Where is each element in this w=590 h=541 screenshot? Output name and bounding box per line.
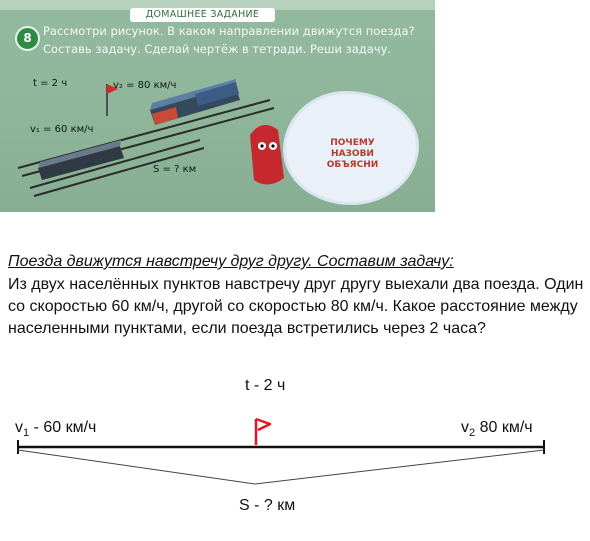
solution-heading: Поезда движутся навстречу друг другу. Составим задачу: xyxy=(8,253,454,270)
scheme-distance-label: S - ? км xyxy=(239,497,296,514)
bubble-line-1: ПОЧЕМУ xyxy=(330,138,375,148)
homework-label: ДОМАШНЕЕ ЗАДАНИЕ xyxy=(130,8,275,22)
task-number-badge: 8 xyxy=(15,26,40,51)
v2-subscript: 2 xyxy=(469,427,476,440)
photo-time-label: t = 2 ч xyxy=(33,78,68,89)
task-instruction-line-1: Рассмотри рисунок. В каком направлении движутся поезда? xyxy=(43,24,415,38)
v2-letter: v xyxy=(461,419,469,436)
v1-subscript: 1 xyxy=(23,427,30,440)
bubble-line-2: НАЗОВИ xyxy=(331,149,374,159)
meeting-flag-icon xyxy=(256,419,270,445)
v1-value: - 60 км/ч xyxy=(29,419,97,436)
photo-distance-label: S = ? км xyxy=(153,164,197,175)
photo-v1-label: v₁ = 60 км/ч xyxy=(30,124,94,135)
v1-letter: v xyxy=(15,419,23,436)
task-instruction-line-2: Составь задачу. Сделай чертёж в тетради. Реши задачу. xyxy=(43,42,392,56)
photo-v2-label: v₂ = 80 км/ч xyxy=(113,80,177,91)
distance-brace xyxy=(18,450,544,484)
scheme-time-label: t - 2 ч xyxy=(245,377,286,394)
bubble-line-3: ОБЪЯСНИ xyxy=(326,160,379,170)
problem-text: Из двух населённых пунктов навстречу друг другу выехали два поезда. Один со скоростью 60 км/ч, другой со скоростью 80 км/ч. Какое расстояние между населенными пунктами, если поезда встретились через 2 часа? xyxy=(8,276,584,337)
v2-value: 80 км/ч xyxy=(475,419,533,436)
